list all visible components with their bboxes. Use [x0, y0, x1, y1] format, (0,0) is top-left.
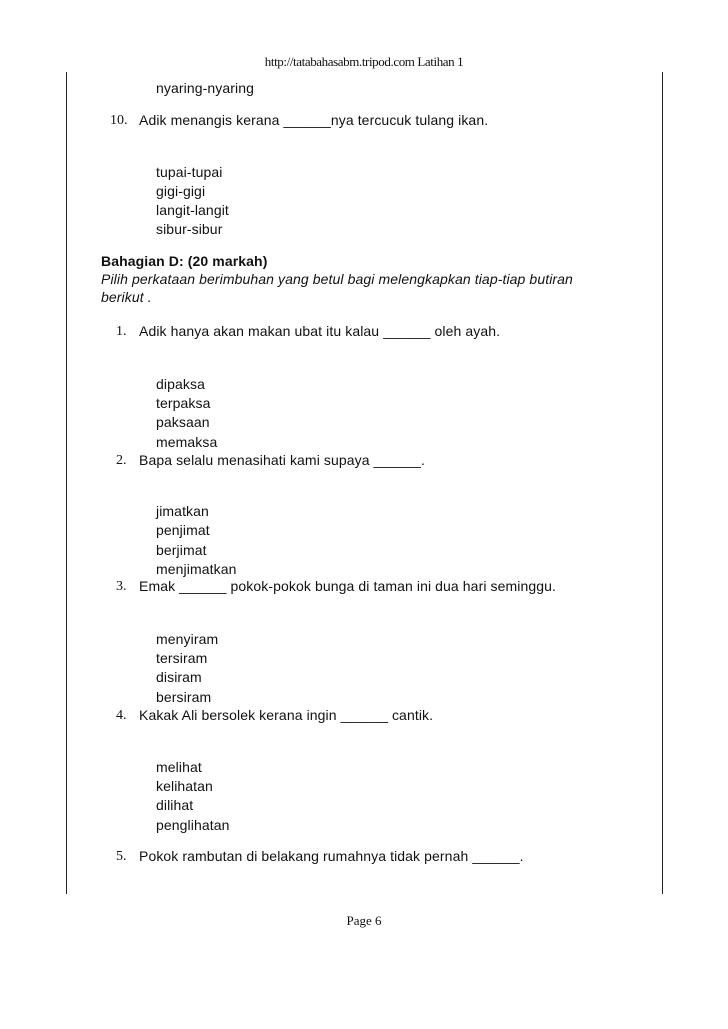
section-title: Bahagian D: (20 markah) [101, 253, 268, 269]
option-item: sibur-sibur [156, 221, 223, 237]
option-item: menyiram [156, 631, 219, 647]
option-item: dilihat [156, 797, 194, 813]
option-item: kelihatan [156, 778, 213, 794]
question-text: Adik menangis kerana ______nya tercucuk tulang ikan. [139, 112, 489, 128]
option-item: jimatkan [156, 503, 209, 519]
question-number: 1. [116, 324, 127, 339]
option-item: tersiram [156, 650, 208, 666]
page-footer: Page 6 [346, 913, 382, 928]
option-item: penglihatan [156, 817, 230, 833]
option-item: gigi-gigi [156, 183, 206, 199]
carry-over-option: nyaring-nyaring [156, 80, 254, 96]
question-number: 4. [116, 708, 127, 723]
option-item: disiram [156, 669, 202, 685]
option-item: berjimat [156, 542, 207, 558]
option-item: tupai-tupai [156, 164, 223, 180]
question-number: 5. [116, 849, 127, 864]
option-item: bersiram [156, 689, 212, 705]
option-item: langit-langit [156, 202, 229, 218]
option-item: paksaan [156, 414, 210, 430]
section-instruction: berikut . [101, 289, 152, 305]
frame-left-border [66, 72, 67, 894]
question-number: 2. [116, 453, 127, 468]
option-item: terpaksa [156, 395, 211, 411]
option-item: melihat [156, 759, 202, 775]
question-text: Adik hanya akan makan ubat itu kalau ______ oleh ayah. [139, 323, 501, 339]
question-text: Emak ______ pokok-pokok bunga di taman ini dua hari seminggu. [139, 578, 557, 594]
question-text: Bapa selalu menasihati kami supaya ______. [139, 452, 425, 468]
question-number: 3. [116, 579, 127, 594]
section-instruction: Pilih perkataan berimbuhan yang betul bagi melengkapkan tiap-tiap butiran [101, 271, 573, 287]
page-header: http://tatabahasabm.tripod.com Latihan 1 [264, 54, 464, 69]
option-item: dipaksa [156, 376, 205, 392]
option-item: memaksa [156, 434, 218, 450]
frame-right-border [662, 72, 663, 894]
option-item: penjimat [156, 522, 210, 538]
question-number: 10. [110, 113, 128, 128]
question-text: Kakak Ali bersolek kerana ingin ______ cantik. [139, 707, 434, 723]
question-text: Pokok rambutan di belakang rumahnya tidak pernah ______. [139, 848, 524, 864]
option-item: menjimatkan [156, 561, 237, 577]
